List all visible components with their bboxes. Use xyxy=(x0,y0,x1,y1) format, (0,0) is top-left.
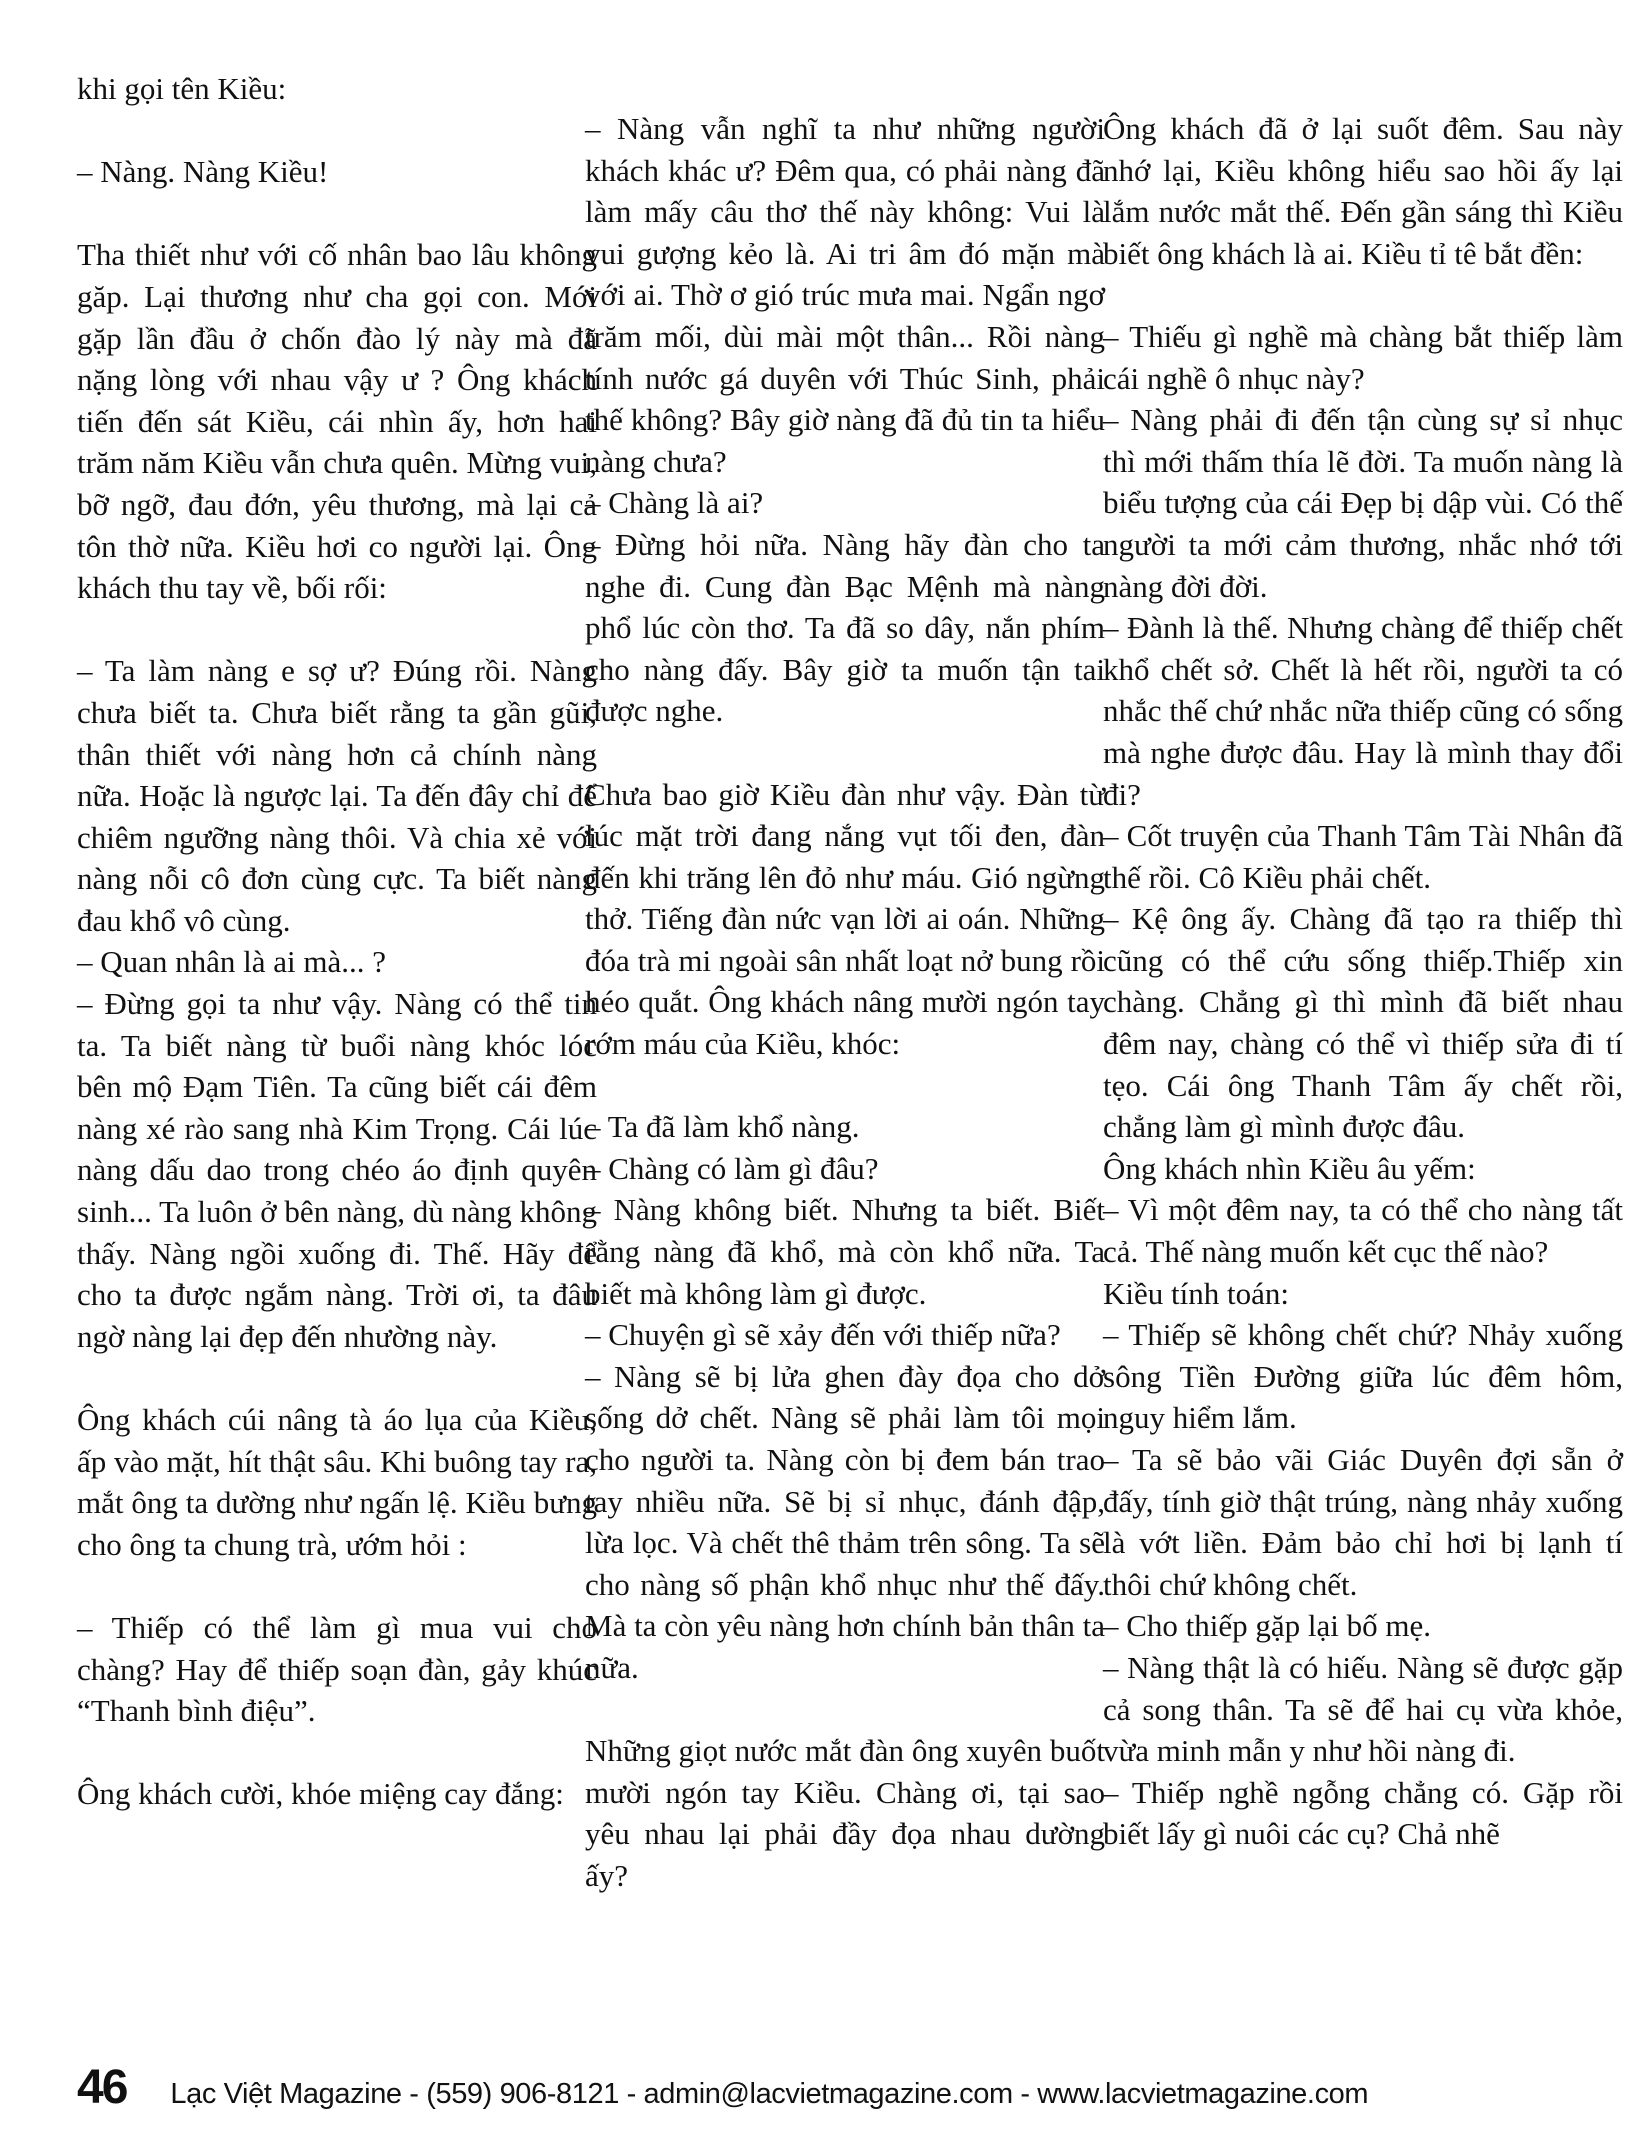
paragraph: – Nàng phải đi đến tận cùng sự sỉ nhục thì mới thấm thía lẽ đời. Ta muốn nàng là biểu tượng của cái Đẹp bị dập vùi. Có thế người ta mới cảm thương, nhắc nhớ tới nàng đời đời. xyxy=(1103,402,1623,604)
paragraph: – Ta làm nàng e sợ ư? Đúng rồi. Nàng chưa biết ta. Chưa biết rằng ta gần gũi, thân thiết với nàng hơn cả chính nàng nữa. Hoặc là ngược lại. Ta đến đây chỉ để chiêm ngưỡng nàng thôi. Và chia xẻ với nàng nỗi cô đơn cùng cực. Ta biết nàng đau khổ vô cùng. xyxy=(77,653,597,938)
paragraph: – Thiếp sẽ không chết chứ? Nhảy xuống sông Tiền Đường giữa lúc đêm hôm, nguy hiểm lắm. xyxy=(1103,1317,1623,1436)
paragraph: – Vì một đêm nay, ta có thể cho nàng tất cả. Thế nàng muốn kết cục thế nào? xyxy=(1103,1192,1623,1270)
paragraph: – Chàng là ai? xyxy=(585,485,764,521)
paragraph: – Đành là thế. Nhưng chàng để thiếp chết khổ chết sở. Chết là hết rồi, người ta có nhắc thế chứ nhắc nữa thiếp cũng có sống mà nghe được đâu. Hay là mình thay đổi đi? xyxy=(1103,610,1623,812)
paragraph: – Cốt truyện của Thanh Tâm Tài Nhân đã thế rồi. Cô Kiều phải chết. xyxy=(1103,818,1623,895)
paragraph: – Nàng thật là có hiếu. Nàng sẽ được gặp cả song thân. Ta sẽ để hai cụ vừa khỏe, vừa minh mẫn y như hồi nàng đi. xyxy=(1103,1649,1623,1769)
paragraph: – Ta đã làm khổ nàng. xyxy=(585,1109,860,1145)
paragraph: khi gọi tên Kiều: xyxy=(77,71,287,106)
paragraph: – Kệ ông ấy. Chàng đã tạo ra thiếp thì cũng có thể cứu sống thiếp.Thiếp xin chàng. Chẳng gì thì mình đã biết nhau đêm nay, chàng có thể vì thiếp sửa đi tí tẹo. Cái ông Thanh Tâm ấy chết rồi, chẳng làm gì mình được đâu. xyxy=(1103,901,1623,1145)
paragraph: – Thiếu gì nghề mà chàng bắt thiếp làm cái nghề ô nhục này? xyxy=(1103,318,1623,396)
paragraph: Ông khách nhìn Kiều âu yếm: xyxy=(1103,1150,1476,1186)
magazine-contact-line: Lạc Việt Magazine - (559) 906-8121 - admin@lacvietmagazine.com - www.lacvietmagazine.com xyxy=(170,2078,1369,2110)
paragraph: – Nàng sẽ bị lửa ghen đày đọa cho dở sống dở chết. Nàng sẽ phải làm tôi mọi cho người ta. Nàng còn bị đem bán trao tay nhiều nữa. Sẽ bị sỉ nhục, đánh đập, lừa lọc. Và chết thê thảm trên sông. Ta sẽ cho nàng số phận khổ nhục như thế đấy. Mà ta còn yêu nàng hơn chính bản thân ta nữa. xyxy=(585,1358,1105,1685)
paragraph: – Chuyện gì sẽ xảy đến với thiếp nữa? xyxy=(585,1317,1061,1353)
page-footer xyxy=(77,2060,1577,2120)
page-number: 46 xyxy=(77,2061,127,2114)
paragraph: Ông khách cười, khóe miệng cay đắng: xyxy=(77,1776,564,1812)
paragraph: – Quan nhân là ai mà... ? xyxy=(77,944,387,980)
paragraph: Tha thiết như với cố nhân bao lâu không găp. Lại thương như cha gọi con. Mới gặp lần đầu ở chốn đào lý này mà đã nặng lòng với nhau vậy ư ? Ông khách tiến đến sát Kiều, cái nhìn ấy, hơn hai trăm năm Kiều vẫn chưa quên. Mừng vui, bỡ ngỡ, đau đớn, yêu thương, mà lại cả tôn thờ nữa. Kiều hơi co người lại. Ông khách thu tay về, bối rối: xyxy=(77,237,598,606)
paragraph: – Chàng có làm gì đâu? xyxy=(585,1150,879,1186)
paragraph: Ông khách đã ở lại suốt đêm. Sau này nhớ lại, Kiều không hiểu sao hồi ấy lại lắm nước mắt thế. Đến gần sáng thì Kiều biết ông khách là ai. Kiều tỉ tê bắt đền: xyxy=(1103,111,1623,271)
paragraph: – Nàng. Nàng Kiều! xyxy=(77,154,329,190)
paragraph: – Thiếp có thể làm gì mua vui cho chàng? Hay để thiếp soạn đàn, gảy khúc “Thanh bình điệu”. xyxy=(77,1609,597,1729)
paragraph: – Nàng không biết. Nhưng ta biết. Biết rằng nàng đã khổ, mà còn khổ nữa. Ta biết mà không làm gì được. xyxy=(585,1192,1105,1311)
article-column-3 xyxy=(1103,108,1623,1855)
paragraph: – Đừng gọi ta như vậy. Nàng có thể tin ta. Ta biết nàng từ buổi nàng khóc lóc bên mộ Đạm Tiên. Ta cũng biết cái đêm nàng xé rào sang nhà Kim Trọng. Cái lúc nàng dấu dao trong chéo áo định quyên sinh... Ta luôn ở bên nàng, dù nàng không thấy. Nàng ngồi xuống đi. Thế. Hãy để cho ta được ngắm nàng. Trời ơi, ta đâu ngờ nàng lại đẹp đến nhường này. xyxy=(77,986,597,1354)
article-column-1 xyxy=(77,68,597,1815)
paragraph: Kiều tính toán: xyxy=(1103,1275,1289,1311)
paragraph: Ông khách cúi nâng tà áo lụa của Kiều, ấp vào mặt, hít thật sâu. Khi buông tay ra, mắt ông ta dường như ngấn lệ. Kiều bưng cho ông ta chung trà, ướm hỏi : xyxy=(77,1402,597,1562)
paragraph: Chưa bao giờ Kiều đàn như vậy. Đàn từ lúc mặt trời đang nắng vụt tối đen, đàn đến khi trăng lên đỏ như máu. Gió ngừng thở. Tiếng đàn nức vạn lời ai oán. Những đóa trà mi ngoài sân nhất loạt nở bung rồi héo quắt. Ông khách nâng mười ngón tay rớm máu của Kiều, khóc: xyxy=(585,776,1105,1062)
paragraph: – Thiếp nghề ngỗng chẳng có. Gặp rồi biết lấy gì nuôi các cụ? Chả nhẽ xyxy=(1103,1774,1623,1852)
article-column-2 xyxy=(585,108,1105,1897)
paragraph: – Ta sẽ bảo vãi Giác Duyên đợi sẵn ở đấy, tính giờ thật trúng, nàng nhảy xuống là vớt liền. Đảm bảo chỉ hơi bị lạnh tí thôi chứ không chết. xyxy=(1103,1442,1623,1602)
paragraph: Những giọt nước mắt đàn ông xuyên buốt mười ngón tay Kiều. Chàng ơi, tại sao yêu nhau lại phải đầy đọa nhau dường ấy? xyxy=(585,1733,1105,1893)
paragraph: – Cho thiếp gặp lại bố mẹ. xyxy=(1103,1608,1432,1644)
paragraph: – Nàng vẫn nghĩ ta như những người khách khác ư? Đêm qua, có phải nàng đã làm mấy câu thơ thế này không: Vui là vui gượng kẻo là. Ai tri âm đó mặn mà với ai. Thờ ơ gió trúc mưa mai. Ngẩn ngơ trăm mối, dùi mài một thân... Rồi nàng tính nước gá duyên với Thúc Sinh, phải thế không? Bây giờ nàng đã đủ tin ta hiểu nàng chưa? xyxy=(585,111,1105,479)
paragraph: – Đừng hỏi nữa. Nàng hãy đàn cho ta nghe đi. Cung đàn Bạc Mệnh mà nàng phổ lúc còn thơ. Ta đã so dây, nắn phím cho nàng đấy. Bây giờ ta muốn tận tai được nghe. xyxy=(585,526,1105,729)
